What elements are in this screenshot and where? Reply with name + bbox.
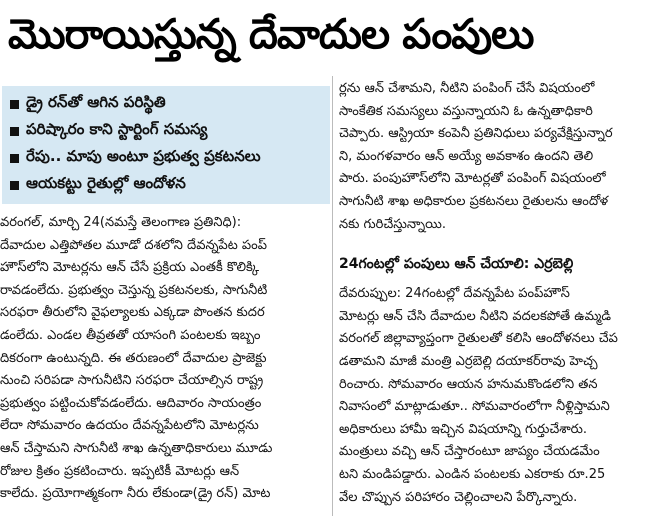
text-line: దేవాదుల ఎత్తిపోతల మూడో దశలోని దేవన్నపేట పంప్ xyxy=(0,237,267,253)
text-line: కాలేదు. ప్రయోగాత్మకంగా నీరు లేకుండా(డ్రై రన్) మోట xyxy=(0,486,271,502)
text-line: దికరంగా ఉంటున్నది. ఈ తరుణంలో దేవాదుల ప్రాజెక్టు xyxy=(0,350,267,366)
bullet-icon xyxy=(10,100,19,109)
text-line: మోటర్లు ఆన్ చేసి దేవాదుల నీటిని వదలకపోతే ఉమ్మడి xyxy=(339,308,612,324)
text-line: ని, మంగళవారం ఆన్ అయ్యే అవకాశం ఉందని తెలి xyxy=(339,148,594,164)
text-line: వరంగల్, మార్చి 24(నమస్తే తెలంగాణ ప్రతినిధి): xyxy=(0,215,242,230)
highlight-item: రేపు.. మాపు అంటూ ప్రభుత్వ ప్రకటనలు xyxy=(10,146,326,170)
text-line: రించారు. సోమవారం ఆయన హనుమకొండలోని తన xyxy=(339,376,598,392)
body-text-left xyxy=(0,212,330,506)
highlight-item: పరిష్కారం కాని స్టార్టింగ్ సమస్య xyxy=(10,119,326,143)
headline: మొరాయిస్తున్న దేవాదుల పంపులు xyxy=(8,10,534,58)
column-divider xyxy=(332,76,333,516)
text-line: చెప్పారు. ఆస్ట్రియా కంపెనీ ప్రతినిధులు పర్యవేక్షిస్తున్నార xyxy=(339,126,613,142)
text-line: వేల చొప్పున పరిహారం చెల్లించాలని పేర్కొన్నారు. xyxy=(339,489,578,505)
text-line: నివాసంలో మాట్లాడుతూ.. సోమవారంలోగా నీళ్లిస్తామని xyxy=(339,399,610,415)
bullet-icon xyxy=(10,127,19,136)
text-line: సరఫరా తీరులోని వైఫల్యాలకు ఎక్కడా పొంతన కుదర xyxy=(0,305,265,321)
text-line: మంత్రులు వచ్చి ఆన్ చేస్తారంటూ జాప్యం చేయడమేం xyxy=(339,444,600,460)
text-line: ఆన్ చేస్తామని సాగునీటి శాఖ ఉన్నతాధికారులు మూడు xyxy=(0,440,273,456)
text-line: ర్లను ఆన్ చేశామని, నీటిని పంపింగ్ చేసే విషయంలో xyxy=(339,81,595,96)
bullet-icon xyxy=(10,181,19,190)
text-line: నకు గురిచేస్తున్నాయి. xyxy=(339,216,446,232)
text-line: డంలేదు. ఎండల తీవ్రతతో యాసంగి పంటలకు ఇబ్బం xyxy=(0,327,261,343)
text-line: టని మండిపడ్డారు. ఎండిన పంటలకు ఎకరాకు రూ.25 xyxy=(339,466,606,482)
text-line: సాగునీటి శాఖ అధికారుల ప్రకటనలు రైతులను ఆందోళ xyxy=(339,193,609,209)
right-column xyxy=(339,78,651,509)
text-line: హౌస్‌లోని మోటర్లను ఆన్ చేసే ప్రక్రియ ఎంతకీ కొలిక్కి xyxy=(0,260,260,276)
highlights-box xyxy=(2,86,330,204)
text-line: పారు. పంపుహౌస్‌లోని మోటర్లతో పంపింగ్ విషయంలో xyxy=(339,171,606,187)
body-text-right-1 xyxy=(339,78,651,236)
text-line: రావడంలేదు. ప్రభుత్వం చెస్తున్న ప్రకటనలకు, సాగునీటి xyxy=(0,282,268,298)
left-column xyxy=(0,86,330,506)
text-line: సాంకేతిక సమస్యలు వస్తున్నాయని ఓ ఉన్నతాధికారి xyxy=(339,103,593,119)
bullet-icon xyxy=(10,154,19,163)
text-line: వరంగల్ జిల్లావ్యాప్తంగా రైతులతో కలిసి ఆందోళనలు చేప xyxy=(339,331,618,347)
highlight-item: డ్రై రన్‌తో ఆగిన పరిస్థితి xyxy=(10,92,326,116)
subheading: 24గంటల్లో పంపులు ఆన్ చేయాలి: ఎర్రబెల్లి xyxy=(339,256,574,273)
text-line: రోజుల క్రితం ప్రకటించారు. ఇప్పటికీ మోటర్లు ఆన్ xyxy=(0,463,240,479)
text-line: డతామని మాజీ మంత్రి ఎర్రబెల్లి దయాకర్‌రావు హెచ్చ xyxy=(339,353,598,369)
highlight-item: ఆయకట్టు రైతుల్లో ఆందోళన xyxy=(10,173,326,197)
text-line: ప్రభుత్వం పట్టించుకోవడంలేదు. ఆదివారం సాయంత్రం xyxy=(0,395,262,411)
text-line: అధికారులు హామీ ఇచ్చిన విషయాన్ని గుర్తుచేశారు. xyxy=(339,421,588,437)
text-line: దేవరుప్పుల: 24గంటల్లో దేవన్నపేట పంప్‌హౌస్ xyxy=(339,286,570,302)
text-line: నుంచి సరిపడా సాగునీటిని సరఫరా చేయాల్సిన రాష్ట్ర xyxy=(0,373,264,389)
body-text-right-2 xyxy=(339,283,651,509)
text-line: లేదా సోమవారం ఉదయం దేవన్నపేటలోని మోటర్లను xyxy=(0,418,259,434)
